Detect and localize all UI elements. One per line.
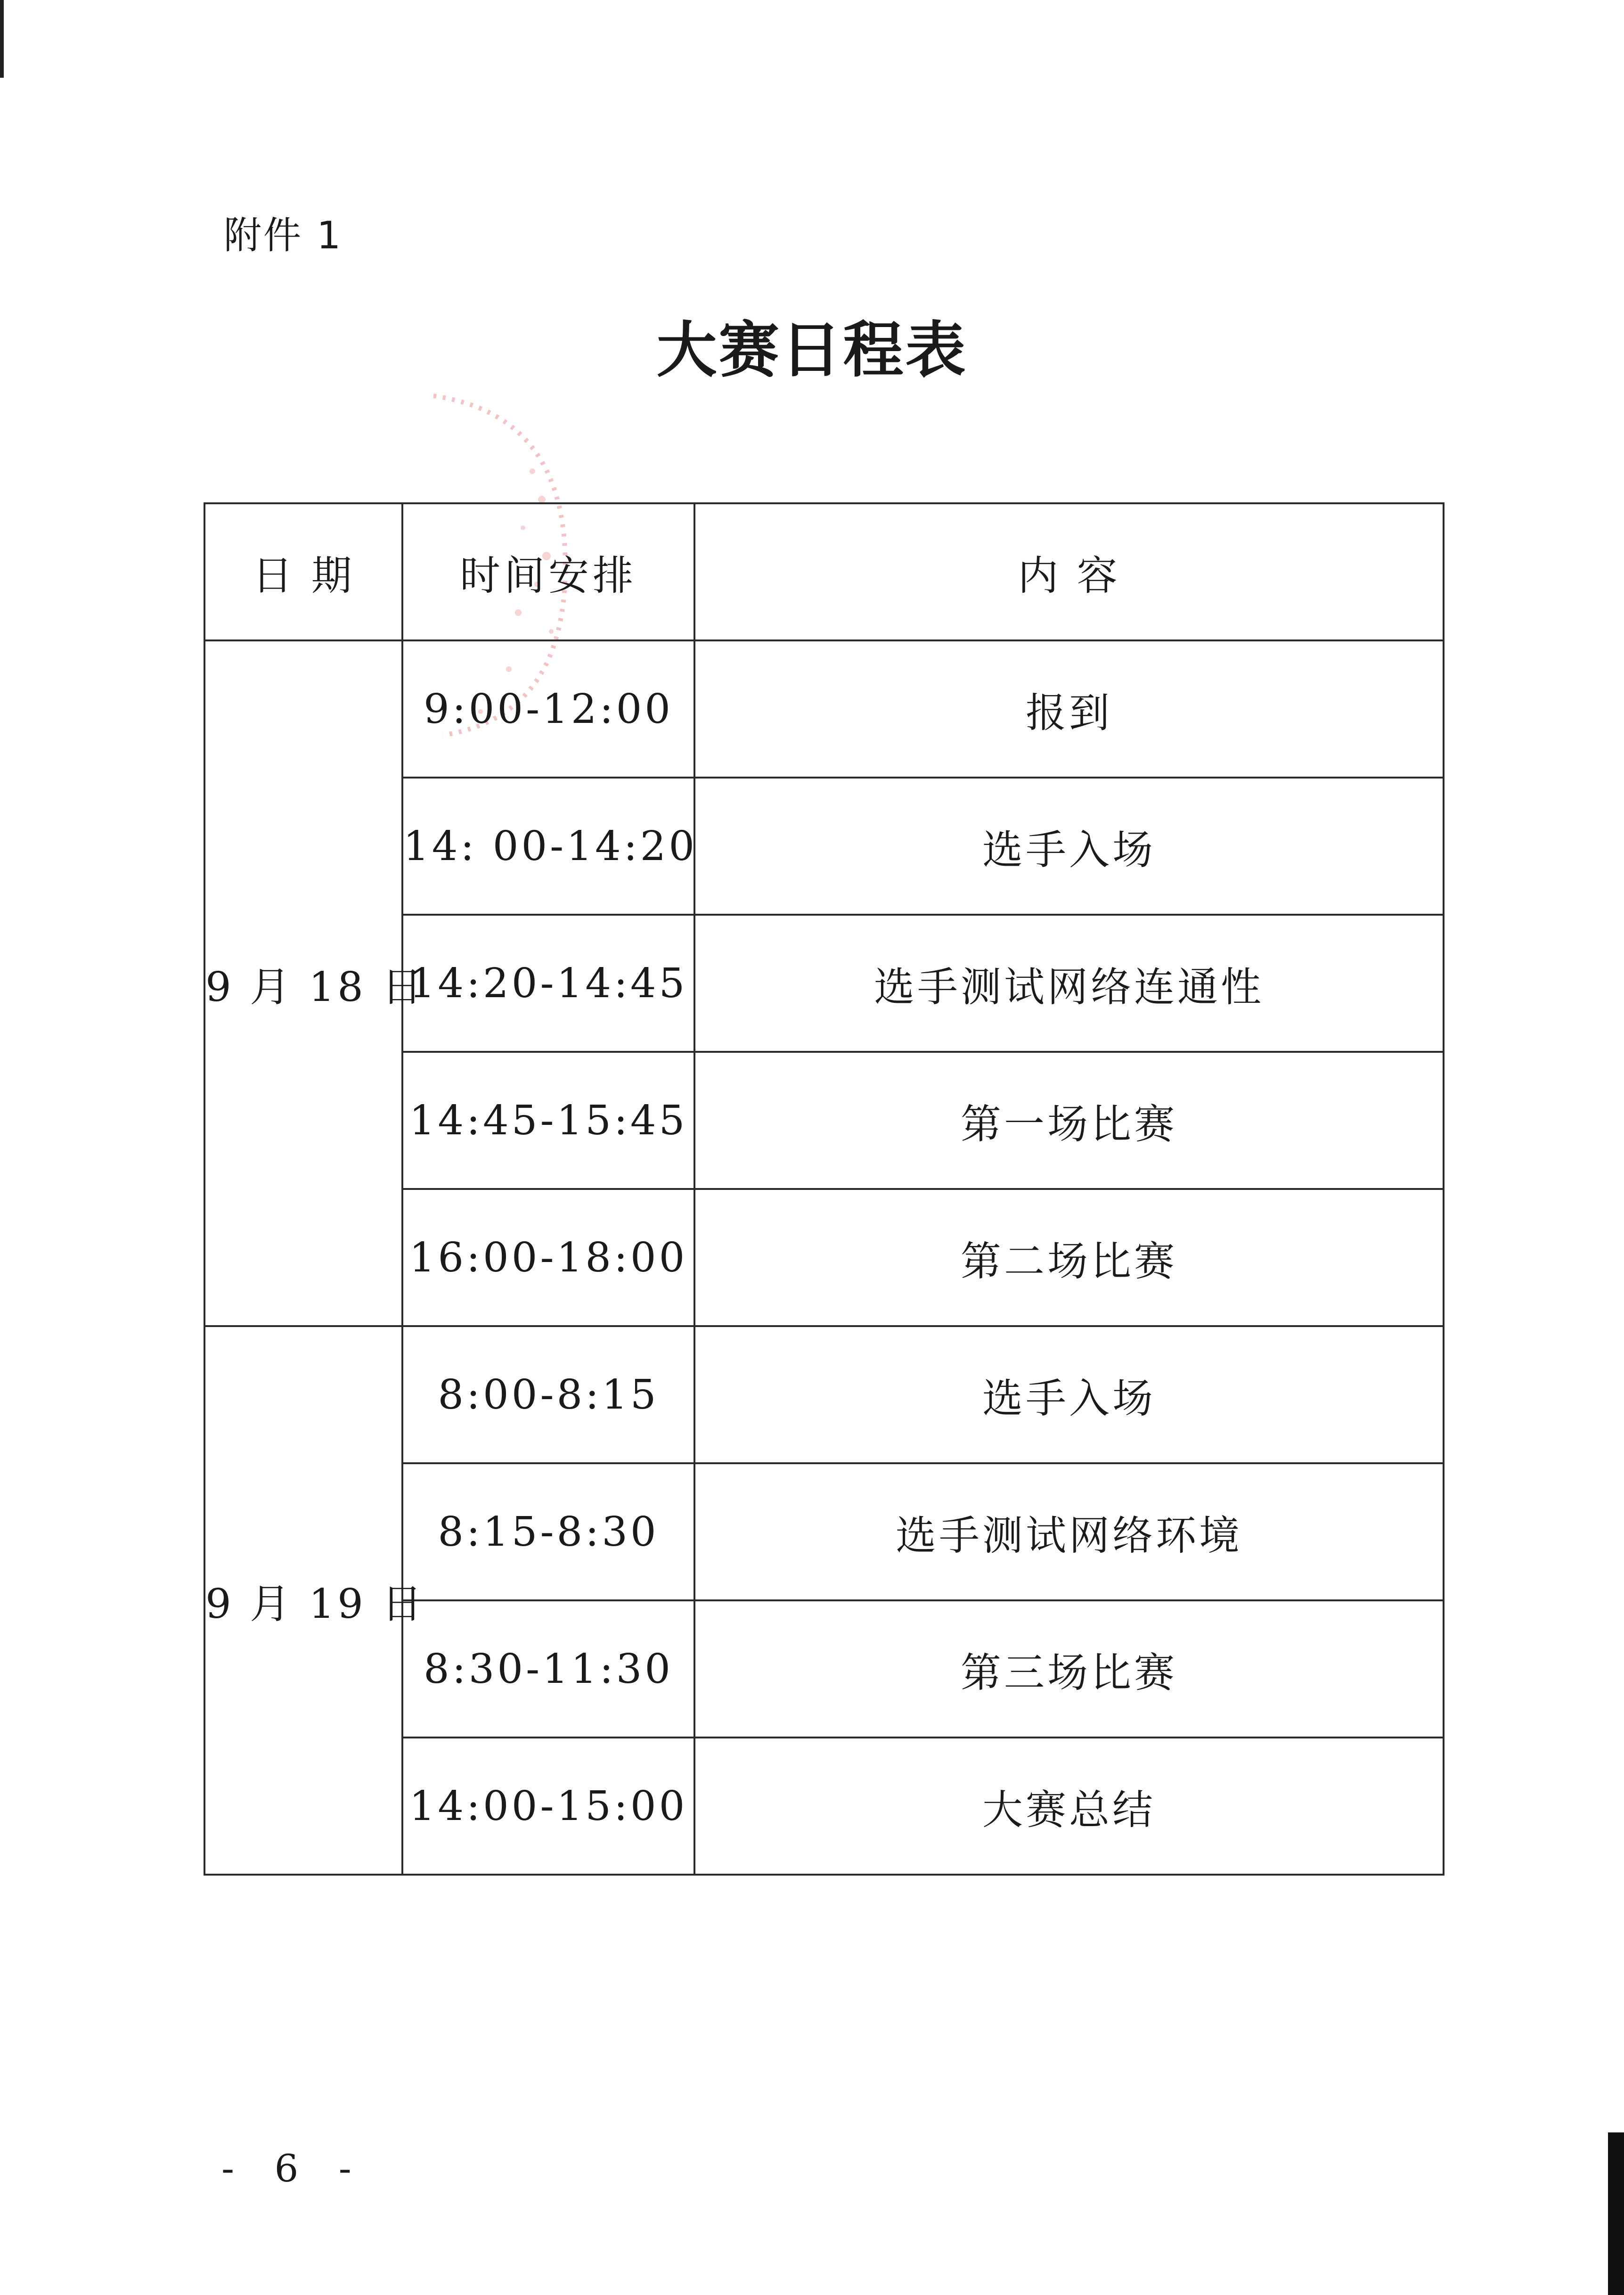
content-cell: 报到 (694, 640, 1444, 778)
date-cell: 9 月 19 日 (204, 1326, 402, 1875)
time-cell: 8:00-8:15 (402, 1326, 694, 1463)
time-cell: 16:00-18:00 (402, 1189, 694, 1326)
table-row (204, 640, 1444, 778)
time-cell: 14: 00-14:20 (402, 778, 694, 915)
time-cell: 8:30-11:30 (402, 1600, 694, 1738)
time-cell: 8:15-8:30 (402, 1463, 694, 1600)
page-title: 大赛日程表 (656, 315, 968, 385)
content-cell: 大赛总结 (694, 1738, 1444, 1875)
time-cell: 14:45-15:45 (402, 1052, 694, 1189)
content-cell: 选手测试网络连通性 (694, 915, 1444, 1052)
header-date: 日 期 (204, 503, 402, 640)
content-cell: 第三场比赛 (694, 1600, 1444, 1738)
scan-edge-right (1608, 2132, 1624, 2295)
scan-edge-left (0, 0, 4, 78)
schedule-table (204, 502, 1444, 1876)
table-header-row (204, 503, 1444, 640)
attachment-label: 附件 1 (224, 213, 343, 257)
time-cell: 9:00-12:00 (402, 640, 694, 778)
content-cell: 第一场比赛 (694, 1052, 1444, 1189)
content-cell: 选手入场 (694, 778, 1444, 915)
header-time: 时间安排 (402, 503, 694, 640)
time-cell: 14:00-15:00 (402, 1738, 694, 1875)
header-content: 内 容 (694, 503, 1444, 640)
content-cell: 第二场比赛 (694, 1189, 1444, 1326)
content-cell: 选手测试网络环境 (694, 1463, 1444, 1600)
time-cell: 14:20-14:45 (402, 915, 694, 1052)
table-row (204, 1326, 1444, 1463)
date-cell: 9 月 18 日 (204, 640, 402, 1326)
content-cell: 选手入场 (694, 1326, 1444, 1463)
page-number: - 6 - (221, 2147, 366, 2190)
